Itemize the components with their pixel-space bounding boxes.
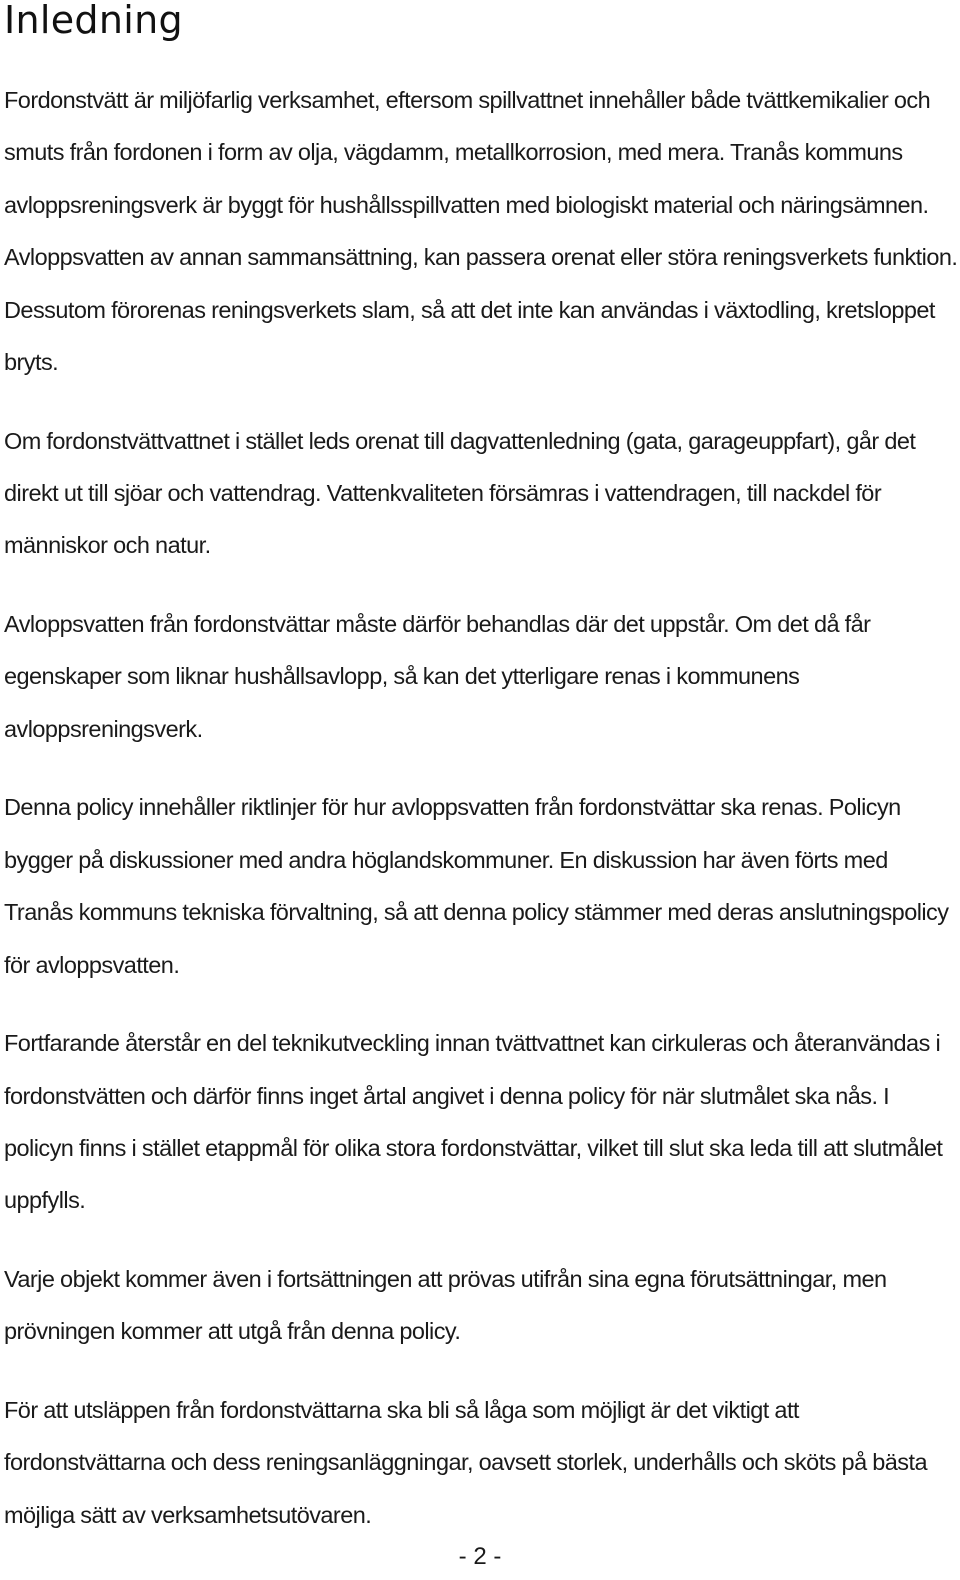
paragraph-milestones: Fortfarande återstår en del teknikutveckling innan tvättvattnet kan cirkuleras och återanvändas i fordonstvätten och därför finns inget årtal angivet i denna policy för när slutmålet ska nås. I policyn finns i stället etappmål för olika stora fordonstvättar, vilket till slut ska leda till att slutmålet uppfylls.	[4, 1030, 943, 1214]
page-number: - 2 -	[458, 1543, 502, 1570]
body-text	[4, 74, 960, 1567]
paragraph-treatment: Avloppsvatten från fordonstvättar måste därför behandlas där det uppstår. Om det då får egenskaper som liknar hushållsavlopp, så kan det ytterligare renas i kommunens avloppsreningsverk.	[4, 611, 871, 742]
paragraph-policy-scope: Denna policy innehåller riktlinjer för hur avloppsvatten från fordonstvättar ska renas. Policyn bygger på diskussioner med andra höglandskommuner. En diskussion har även förts med Tranås kommuns tekniska förvaltning, så att denna policy stämmer med deras anslutningspolicy för avloppsvatten.	[4, 794, 949, 978]
paragraph-maintenance: För att utsläppen från fordonstvättarna ska bli så låga som möjligt är det viktigt att fordonstvättarna och dess reningsanläggningar, oavsett storlek, underhålls och sköts på bästa möjliga sätt av verksamhetsutövaren.	[4, 1397, 928, 1528]
paragraph-intro: Fordonstvätt är miljöfarlig verksamhet, eftersom spillvattnet innehåller både tvättkemikalier och smuts från fordonen i form av olja, vägdamm, metallkorrosion, med mera. Tranås kommuns avloppsreningsverk är byggt för hushållsspillvatten med biologiskt material och näringsämnen. Avloppsvatten av annan sammansättning, kan passera orenat eller störa reningsverkets funktion. Dessutom förorenas reningsverkets slam, så att det inte kan användas i växtodling, kretsloppet bryts.	[4, 87, 958, 376]
page-heading: Inledning	[4, 0, 183, 42]
paragraph-assessment: Varje objekt kommer även i fortsättningen att prövas utifrån sina egna förutsättningar, men prövningen kommer att utgå från denna policy.	[4, 1266, 887, 1345]
paragraph-stormwater: Om fordonstvättvattnet i stället leds orenat till dagvattenledning (gata, garageuppfart), går det direkt ut till sjöar och vattendrag. Vattenkvaliteten försämras i vattendragen, till nackdel för människor och natur.	[4, 427, 916, 559]
